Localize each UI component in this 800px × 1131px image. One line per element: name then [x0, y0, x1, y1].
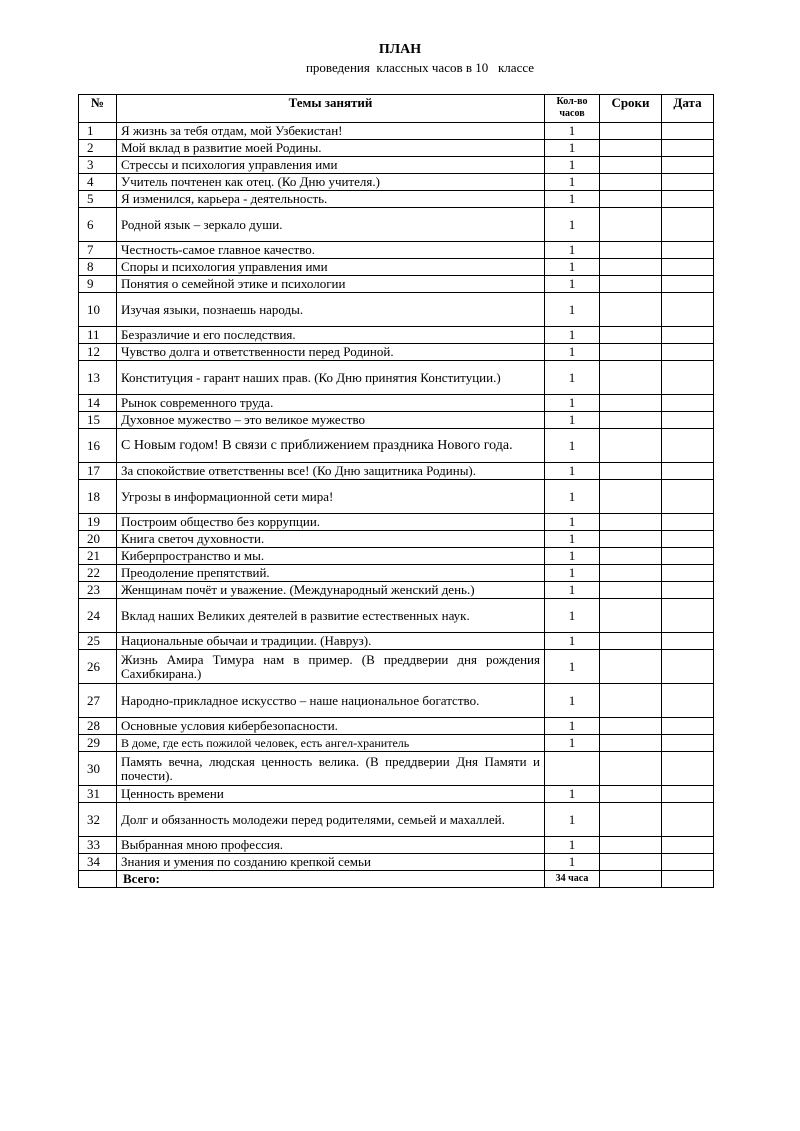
- row-hours: 1: [545, 514, 600, 531]
- row-topic: Я изменился, карьера - деятельность.: [117, 191, 545, 208]
- row-topic: Безразличие и его последствия.: [117, 327, 545, 344]
- row-hours: 1: [545, 412, 600, 429]
- row-terms: [600, 837, 662, 854]
- row-date: [662, 684, 714, 718]
- table-row: [79, 208, 714, 242]
- row-topic: Книга светоч духовности.: [117, 531, 545, 548]
- row-date: [662, 157, 714, 174]
- row-topic: Изучая языки, познаешь народы.: [117, 293, 545, 327]
- row-topic: Конституция - гарант наших прав. (Ко Дню принятия Конституции.): [117, 361, 545, 395]
- row-hours: 1: [545, 140, 600, 157]
- row-terms: [600, 259, 662, 276]
- row-date: [662, 633, 714, 650]
- table-row: [79, 140, 714, 157]
- row-number: 22: [79, 565, 117, 582]
- row-topic: Выбранная мною профессия.: [117, 837, 545, 854]
- table-row: [79, 463, 714, 480]
- row-date: [662, 786, 714, 803]
- table-row: [79, 327, 714, 344]
- row-terms: [600, 123, 662, 140]
- table-row: [79, 633, 714, 650]
- row-terms: [600, 854, 662, 871]
- table-row: [79, 837, 714, 854]
- row-date: [662, 276, 714, 293]
- table-row: [79, 174, 714, 191]
- row-hours: 1: [545, 582, 600, 599]
- row-hours: 1: [545, 837, 600, 854]
- row-terms: [600, 786, 662, 803]
- row-topic: Я жизнь за тебя отдам, мой Узбекистан!: [117, 123, 545, 140]
- row-topic: Ценность времени: [117, 786, 545, 803]
- row-number: 8: [79, 259, 117, 276]
- row-terms: [600, 276, 662, 293]
- row-topic: Знания и умения по созданию крепкой семьи: [117, 854, 545, 871]
- row-hours: 1: [545, 395, 600, 412]
- row-date: [662, 837, 714, 854]
- row-terms: [600, 242, 662, 259]
- row-date: [662, 395, 714, 412]
- table-row: [79, 599, 714, 633]
- table-body: [79, 123, 714, 871]
- row-date: [662, 208, 714, 242]
- row-terms: [600, 582, 662, 599]
- row-date: [662, 735, 714, 752]
- row-date: [662, 599, 714, 633]
- row-number: 14: [79, 395, 117, 412]
- row-hours: 1: [545, 480, 600, 514]
- row-number: 25: [79, 633, 117, 650]
- table-row: [79, 361, 714, 395]
- page-title: ПЛАН: [378, 42, 422, 57]
- row-date: [662, 582, 714, 599]
- row-hours: 1: [545, 327, 600, 344]
- row-hours: 1: [545, 854, 600, 871]
- header-terms: Сроки: [600, 95, 662, 123]
- total-terms-cell: [600, 871, 662, 888]
- row-terms: [600, 718, 662, 735]
- total-number-cell: [79, 871, 117, 888]
- table-row: [79, 514, 714, 531]
- row-topic: Жизнь Амира Тимура нам в пример. (В преддверии дня рождения Сахибкирана.): [117, 650, 545, 684]
- table-row: [79, 259, 714, 276]
- row-hours: 1: [545, 242, 600, 259]
- row-date: [662, 191, 714, 208]
- row-terms: [600, 344, 662, 361]
- row-hours: 1: [545, 208, 600, 242]
- row-terms: [600, 174, 662, 191]
- row-hours: 1: [545, 174, 600, 191]
- table-row: [79, 718, 714, 735]
- row-terms: [600, 157, 662, 174]
- table-row: [79, 429, 714, 463]
- row-hours: 1: [545, 293, 600, 327]
- row-topic: Родной язык – зеркало души.: [117, 208, 545, 242]
- row-terms: [600, 531, 662, 548]
- row-terms: [600, 548, 662, 565]
- row-terms: [600, 599, 662, 633]
- row-number: 6: [79, 208, 117, 242]
- row-date: [662, 514, 714, 531]
- row-hours: 1: [545, 531, 600, 548]
- row-hours: 1: [545, 599, 600, 633]
- table-row: [79, 412, 714, 429]
- row-topic: Понятия о семейной этике и психологии: [117, 276, 545, 293]
- row-terms: [600, 463, 662, 480]
- row-number: 28: [79, 718, 117, 735]
- row-date: [662, 429, 714, 463]
- row-number: 24: [79, 599, 117, 633]
- row-date: [662, 650, 714, 684]
- row-topic: Рынок современного труда.: [117, 395, 545, 412]
- table-row: [79, 395, 714, 412]
- row-date: [662, 854, 714, 871]
- row-terms: [600, 395, 662, 412]
- row-number: 29: [79, 735, 117, 752]
- row-topic: Киберпространство и мы.: [117, 548, 545, 565]
- table-row: [79, 480, 714, 514]
- row-topic: Основные условия кибербезопасности.: [117, 718, 545, 735]
- row-terms: [600, 208, 662, 242]
- table-row: [79, 157, 714, 174]
- table-header-row: [79, 95, 714, 123]
- header-number: №: [79, 95, 117, 123]
- row-terms: [600, 633, 662, 650]
- row-terms: [600, 803, 662, 837]
- row-number: 33: [79, 837, 117, 854]
- table-row: [79, 191, 714, 208]
- row-hours: 1: [545, 123, 600, 140]
- row-terms: [600, 735, 662, 752]
- row-hours: 1: [545, 361, 600, 395]
- table-row: [79, 548, 714, 565]
- row-number: 15: [79, 412, 117, 429]
- row-topic: Стрессы и психология управления ими: [117, 157, 545, 174]
- row-hours: 1: [545, 633, 600, 650]
- row-date: [662, 361, 714, 395]
- row-date: [662, 293, 714, 327]
- row-date: [662, 565, 714, 582]
- row-topic: Долг и обязанность молодежи перед родителями, семьей и махаллей.: [117, 803, 545, 837]
- row-hours: 1: [545, 684, 600, 718]
- row-topic: Мой вклад в развитие моей Родины.: [117, 140, 545, 157]
- row-hours: 1: [545, 803, 600, 837]
- row-number: 10: [79, 293, 117, 327]
- row-terms: [600, 752, 662, 786]
- row-topic: Национальные обычаи и традиции. (Навруз).: [117, 633, 545, 650]
- header-date: Дата: [662, 95, 714, 123]
- row-date: [662, 412, 714, 429]
- row-number: 17: [79, 463, 117, 480]
- row-number: 32: [79, 803, 117, 837]
- row-date: [662, 531, 714, 548]
- row-date: [662, 344, 714, 361]
- row-terms: [600, 327, 662, 344]
- table-row: [79, 854, 714, 871]
- row-hours: 1: [545, 565, 600, 582]
- row-date: [662, 463, 714, 480]
- row-date: [662, 803, 714, 837]
- row-topic: Честность-самое главное качество.: [117, 242, 545, 259]
- row-number: 23: [79, 582, 117, 599]
- row-terms: [600, 565, 662, 582]
- row-hours: 1: [545, 429, 600, 463]
- table-row: [79, 735, 714, 752]
- row-topic: Споры и психология управления ими: [117, 259, 545, 276]
- table-row: [79, 242, 714, 259]
- row-topic: Память вечна, людская ценность велика. (В преддверии Дня Памяти и почести).: [117, 752, 545, 786]
- table-row: [79, 123, 714, 140]
- row-number: 26: [79, 650, 117, 684]
- row-hours: 1: [545, 276, 600, 293]
- table-row: [79, 293, 714, 327]
- lesson-plan-table: [78, 94, 714, 888]
- row-topic: С Новым годом! В связи с приближением праздника Нового года.: [117, 429, 545, 463]
- row-number: 34: [79, 854, 117, 871]
- row-topic: Учитель почтенен как отец. (Ко Дню учителя.): [117, 174, 545, 191]
- row-date: [662, 548, 714, 565]
- row-date: [662, 242, 714, 259]
- row-hours: 1: [545, 157, 600, 174]
- row-topic: Народно-прикладное искусство – наше национальное богатство.: [117, 684, 545, 718]
- row-topic: Вклад наших Великих деятелей в развитие естественных наук.: [117, 599, 545, 633]
- table-row: [79, 650, 714, 684]
- row-number: 5: [79, 191, 117, 208]
- total-date-cell: [662, 871, 714, 888]
- row-number: 7: [79, 242, 117, 259]
- row-date: [662, 174, 714, 191]
- row-date: [662, 123, 714, 140]
- row-terms: [600, 429, 662, 463]
- row-topic: За спокойствие ответственны все! (Ко Дню защитника Родины).: [117, 463, 545, 480]
- row-date: [662, 480, 714, 514]
- row-topic: Женщинам почёт и уважение. (Международный женский день.): [117, 582, 545, 599]
- row-number: 4: [79, 174, 117, 191]
- row-hours: 1: [545, 463, 600, 480]
- row-hours: 1: [545, 259, 600, 276]
- row-number: 30: [79, 752, 117, 786]
- row-date: [662, 327, 714, 344]
- row-topic: Построим общество без коррупции.: [117, 514, 545, 531]
- page-subtitle: проведения классных часов в 10 классе: [305, 60, 535, 75]
- table-row: [79, 344, 714, 361]
- row-date: [662, 259, 714, 276]
- row-hours: 1: [545, 718, 600, 735]
- row-terms: [600, 191, 662, 208]
- row-topic: В доме, где есть пожилой человек, есть ангел-хранитель: [117, 735, 545, 752]
- table-row: [79, 582, 714, 599]
- row-number: 2: [79, 140, 117, 157]
- row-number: 16: [79, 429, 117, 463]
- row-number: 18: [79, 480, 117, 514]
- row-date: [662, 752, 714, 786]
- row-number: 20: [79, 531, 117, 548]
- row-hours: 1: [545, 786, 600, 803]
- row-hours: 1: [545, 650, 600, 684]
- row-number: 21: [79, 548, 117, 565]
- table-row: [79, 752, 714, 786]
- row-number: 11: [79, 327, 117, 344]
- row-terms: [600, 412, 662, 429]
- row-terms: [600, 361, 662, 395]
- row-terms: [600, 684, 662, 718]
- row-number: 12: [79, 344, 117, 361]
- total-hours: 34 часа: [545, 871, 600, 888]
- row-hours: 1: [545, 548, 600, 565]
- row-hours: 1: [545, 344, 600, 361]
- row-number: 9: [79, 276, 117, 293]
- row-topic: Духовное мужество – это великое мужество: [117, 412, 545, 429]
- row-hours: [545, 752, 600, 786]
- row-number: 1: [79, 123, 117, 140]
- header-topic: Темы занятий: [117, 95, 545, 123]
- row-terms: [600, 650, 662, 684]
- table-row: [79, 803, 714, 837]
- row-terms: [600, 514, 662, 531]
- row-terms: [600, 140, 662, 157]
- row-number: 27: [79, 684, 117, 718]
- table-row: [79, 684, 714, 718]
- row-number: 13: [79, 361, 117, 395]
- total-label: Всего:: [117, 871, 545, 888]
- row-terms: [600, 480, 662, 514]
- row-terms: [600, 293, 662, 327]
- row-number: 31: [79, 786, 117, 803]
- table-row: [79, 276, 714, 293]
- row-hours: 1: [545, 735, 600, 752]
- row-date: [662, 718, 714, 735]
- table-row: [79, 786, 714, 803]
- row-date: [662, 140, 714, 157]
- row-number: 19: [79, 514, 117, 531]
- row-topic: Преодоление препятствий.: [117, 565, 545, 582]
- header-hours: Кол-во часов: [545, 95, 600, 123]
- row-topic: Угрозы в информационной сети мира!: [117, 480, 545, 514]
- row-hours: 1: [545, 191, 600, 208]
- total-row: [79, 871, 714, 888]
- table-row: [79, 531, 714, 548]
- row-number: 3: [79, 157, 117, 174]
- row-topic: Чувство долга и ответственности перед Родиной.: [117, 344, 545, 361]
- table-row: [79, 565, 714, 582]
